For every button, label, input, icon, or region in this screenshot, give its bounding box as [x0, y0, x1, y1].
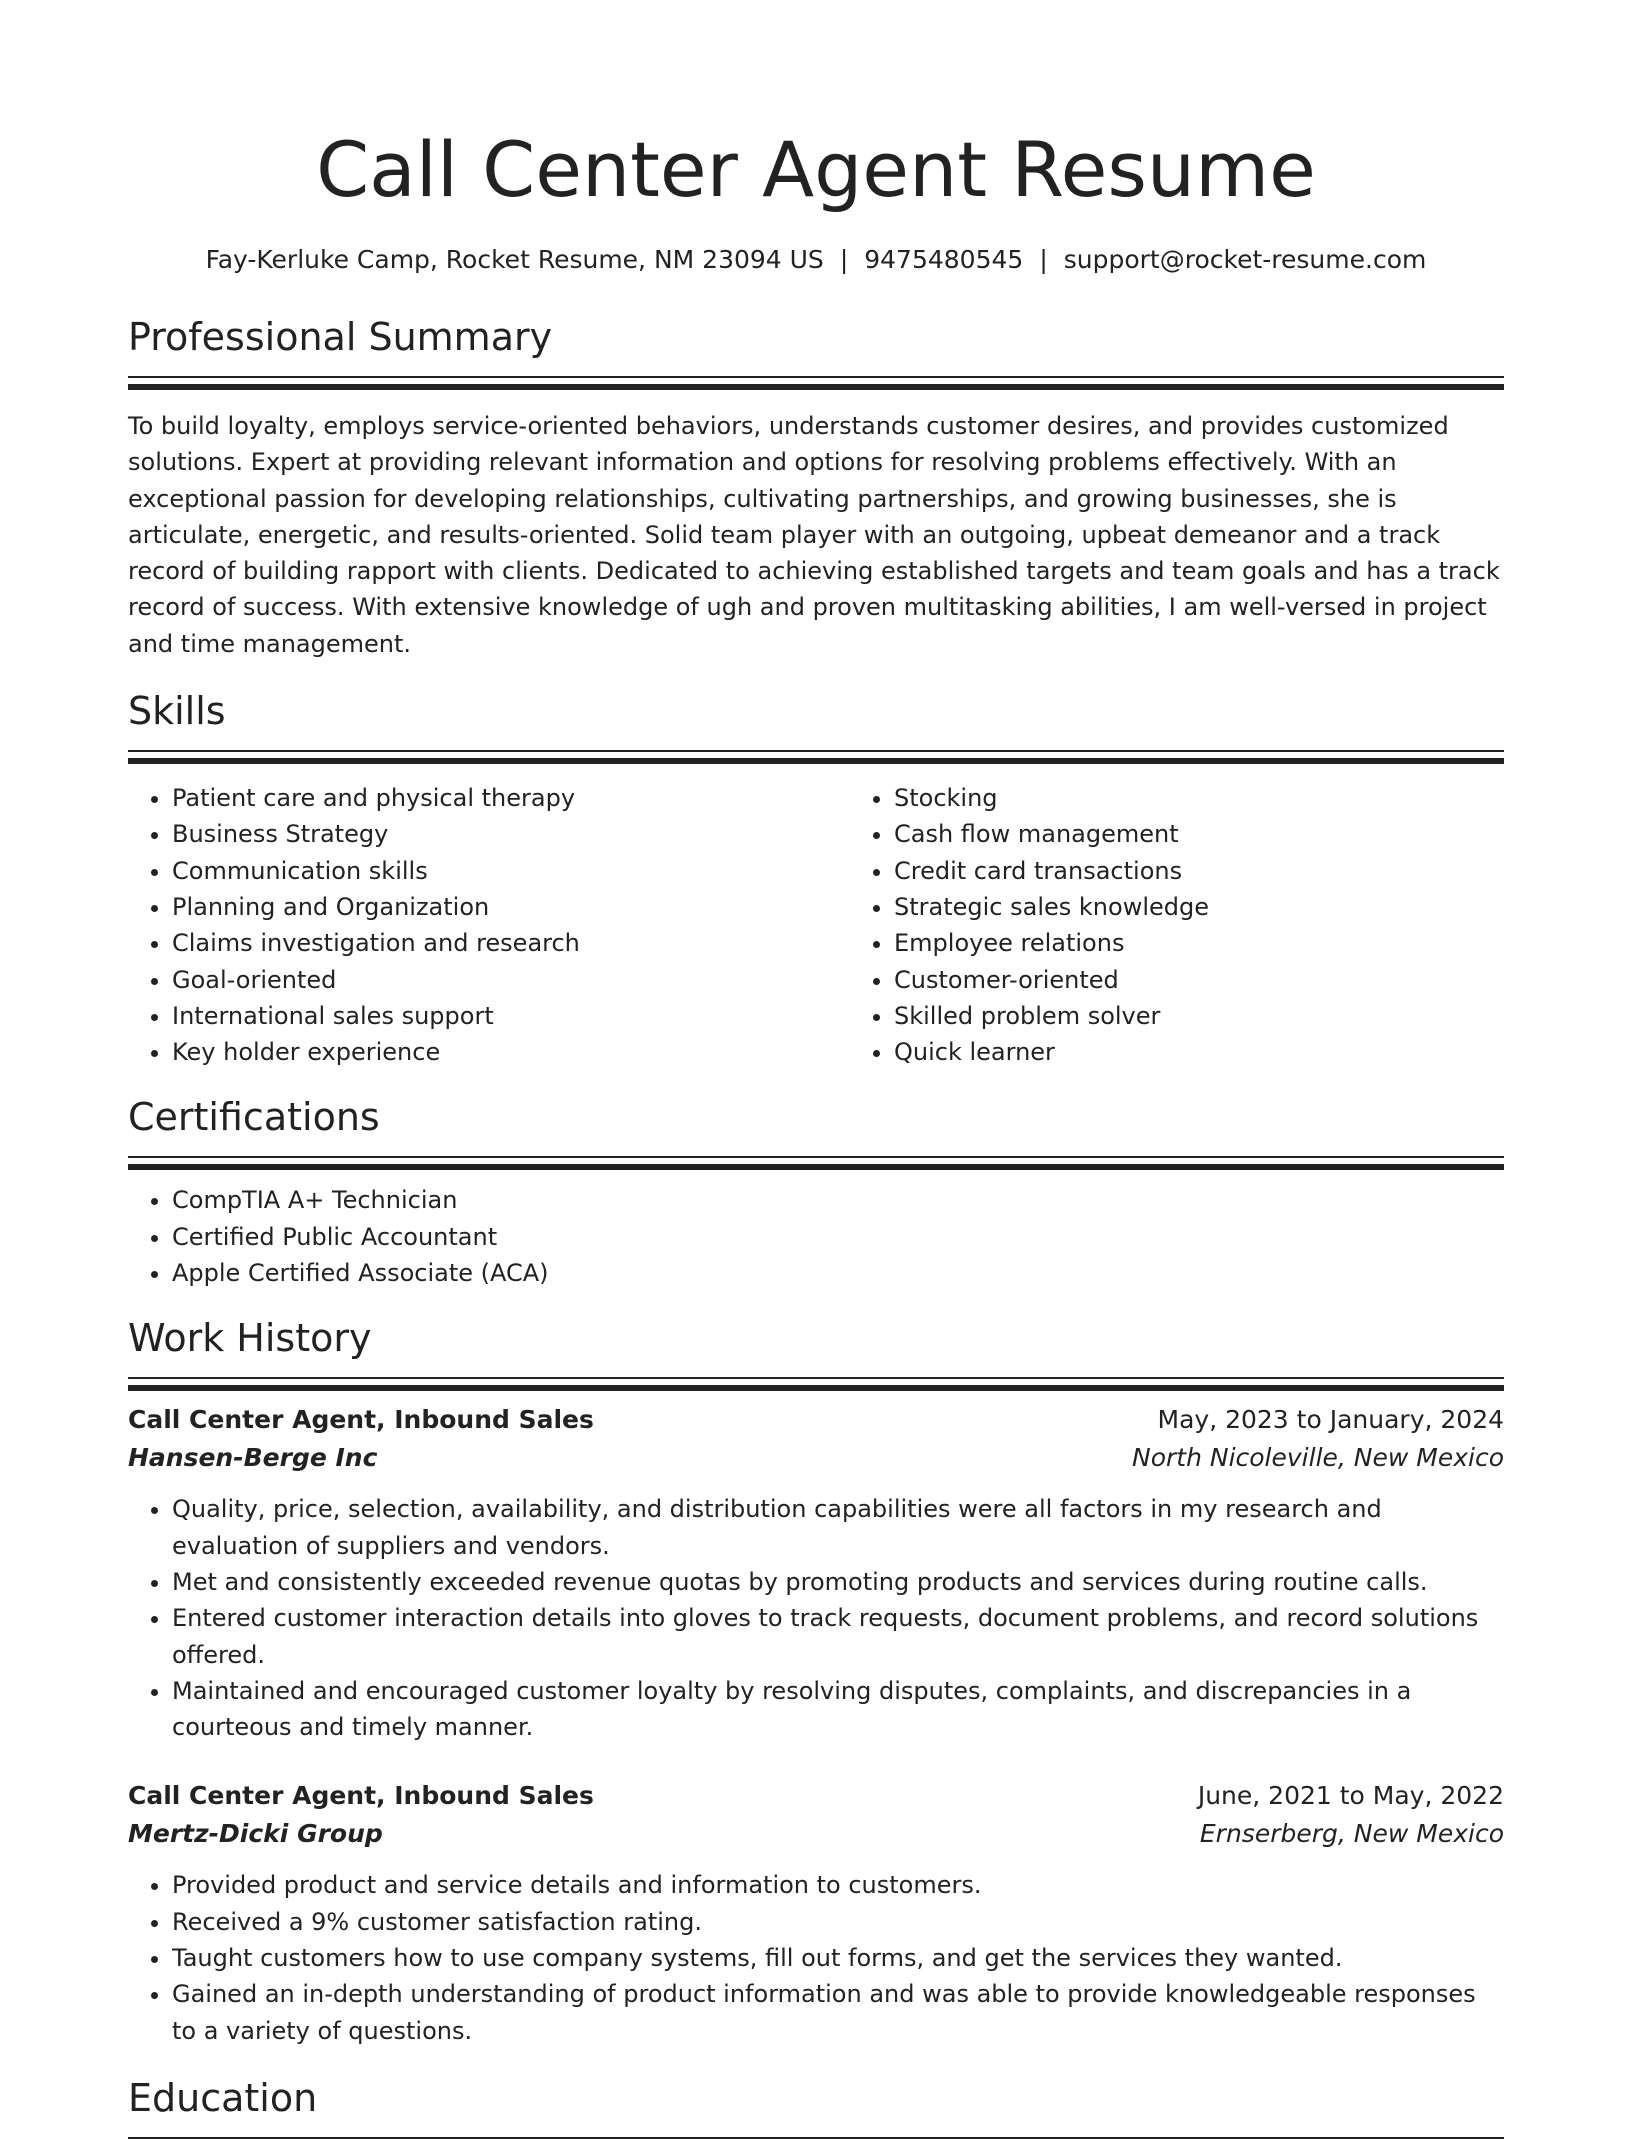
contact-separator: |: [1039, 245, 1048, 274]
job-entry: [128, 1777, 1504, 2048]
job-duty: • Received a 9% customer satisfaction rating.: [172, 1904, 1504, 1940]
skill-item: • Credit card transactions: [894, 853, 1572, 889]
job-title: Call Center Agent, Inbound Sales: [128, 1405, 594, 1435]
skill-item: • Cash flow management: [894, 816, 1572, 852]
summary-text: To build loyalty, employs service-oriented behaviors, understands customer desires, and provides customized solutions. Expert at providing relevant information and options for resolving problems effectively. With an exceptional passion for developing relationships, cultivating partnerships, and growing businesses, she is articulate, energetic, and results-oriented. Solid team player with an outgoing, upbeat demeanor and a track record of building rapport with clients. Dedicated to achieving established targets and team goals and has a track record of success. With extensive knowledge of ugh and proven multitasking abilities, I am well-versed in project and time management.: [128, 412, 1500, 658]
skill-item: • Communication skills: [172, 853, 850, 889]
skill-item: • Customer-oriented: [894, 962, 1572, 998]
resume-title: Call Center Agent Resume: [316, 125, 1316, 214]
job-duties-list: [128, 1491, 1504, 1745]
job-duty: • Taught customers how to use company systems, fill out forms, and get the services they wanted.: [172, 1940, 1504, 1976]
certifications-heading: Certifications: [128, 1095, 380, 1140]
work-history-section: [128, 1313, 1504, 2049]
skill-item: • Key holder experience: [172, 1034, 850, 1070]
contact-address: Fay-Kerluke Camp, Rocket Resume, NM 23094 US: [205, 245, 824, 274]
job-dates: June, 2021 to May, 2022: [1197, 1781, 1504, 1811]
job-subheader: [128, 1815, 1504, 1853]
certifications-list: [128, 1182, 1504, 1291]
skill-item: • Planning and Organization: [172, 889, 850, 925]
skill-item: • Goal-oriented: [172, 962, 850, 998]
skill-item: • Stocking: [894, 780, 1572, 816]
summary-section: [128, 312, 1504, 662]
job-company: Mertz-Dicki Group: [128, 1819, 383, 1849]
skill-item: • Quick learner: [894, 1034, 1572, 1070]
contact-line: [128, 242, 1504, 278]
job-duty: • Gained an in-depth understanding of product information and was able to provide knowledgeable responses to a variety of questions.: [172, 1976, 1504, 2049]
contact-separator: |: [839, 245, 849, 274]
summary-heading: Professional Summary: [128, 315, 553, 359]
job-company: Hansen-Berge Inc: [128, 1443, 378, 1473]
education-section: [128, 2073, 1504, 2139]
job-title: Call Center Agent, Inbound Sales: [128, 1781, 594, 1811]
job-duty: • Met and consistently exceeded revenue quotas by promoting products and services during routine calls.: [172, 1564, 1504, 1600]
skill-item: • Business Strategy: [172, 816, 850, 852]
skill-item: • Strategic sales knowledge: [894, 889, 1572, 925]
contact-email[interactable]: support@rocket-resume.com: [1063, 245, 1427, 274]
contact-phone: 9475480545: [864, 245, 1024, 274]
certification-item: • CompTIA A+ Technician: [172, 1182, 1504, 1218]
job-duties-list: [128, 1867, 1504, 2048]
work-history-heading: Work History: [128, 1316, 372, 1361]
job-location: Ernserberg, New Mexico: [1199, 1819, 1504, 1849]
skill-item: • Claims investigation and research: [172, 925, 850, 961]
section-divider: [128, 750, 1504, 756]
certifications-section: [128, 1092, 1504, 1291]
skill-item: • Employee relations: [894, 925, 1572, 961]
skills-section: [128, 686, 1504, 1070]
section-divider: [128, 376, 1504, 382]
section-divider: [128, 1156, 1504, 1162]
skill-item: • Skilled problem solver: [894, 998, 1572, 1034]
job-location: North Nicoleville, New Mexico: [1132, 1443, 1504, 1473]
skills-list-left: [128, 780, 850, 1070]
section-divider: [128, 1377, 1504, 1383]
skills-grid: [128, 780, 1504, 1070]
job-header: [128, 1401, 1504, 1439]
job-dates: May, 2023 to January, 2024: [1157, 1405, 1504, 1435]
education-heading: Education: [128, 2075, 318, 2120]
job-duty: • Maintained and encouraged customer loyalty by resolving disputes, complaints, and discrepancies in a courteous and timely manner.: [172, 1673, 1504, 1746]
skills-heading: Skills: [128, 689, 226, 734]
job-duty: • Quality, price, selection, availability, and distribution capabilities were all factors in my research and evaluation of suppliers and vendors.: [172, 1491, 1504, 1564]
certification-item: • Certified Public Accountant: [172, 1219, 1504, 1255]
job-subheader: [128, 1439, 1504, 1477]
skill-item: • International sales support: [172, 998, 850, 1034]
job-entry: [128, 1401, 1504, 1745]
job-duty: • Entered customer interaction details into gloves to track requests, document problems, and record solutions offered.: [172, 1600, 1504, 1673]
job-duty: • Provided product and service details and information to customers.: [172, 1867, 1504, 1903]
job-header: [128, 1777, 1504, 1815]
certification-item: • Apple Certified Associate (ACA): [172, 1255, 1504, 1291]
skill-item: • Patient care and physical therapy: [172, 780, 850, 816]
skills-list-right: [850, 780, 1572, 1070]
